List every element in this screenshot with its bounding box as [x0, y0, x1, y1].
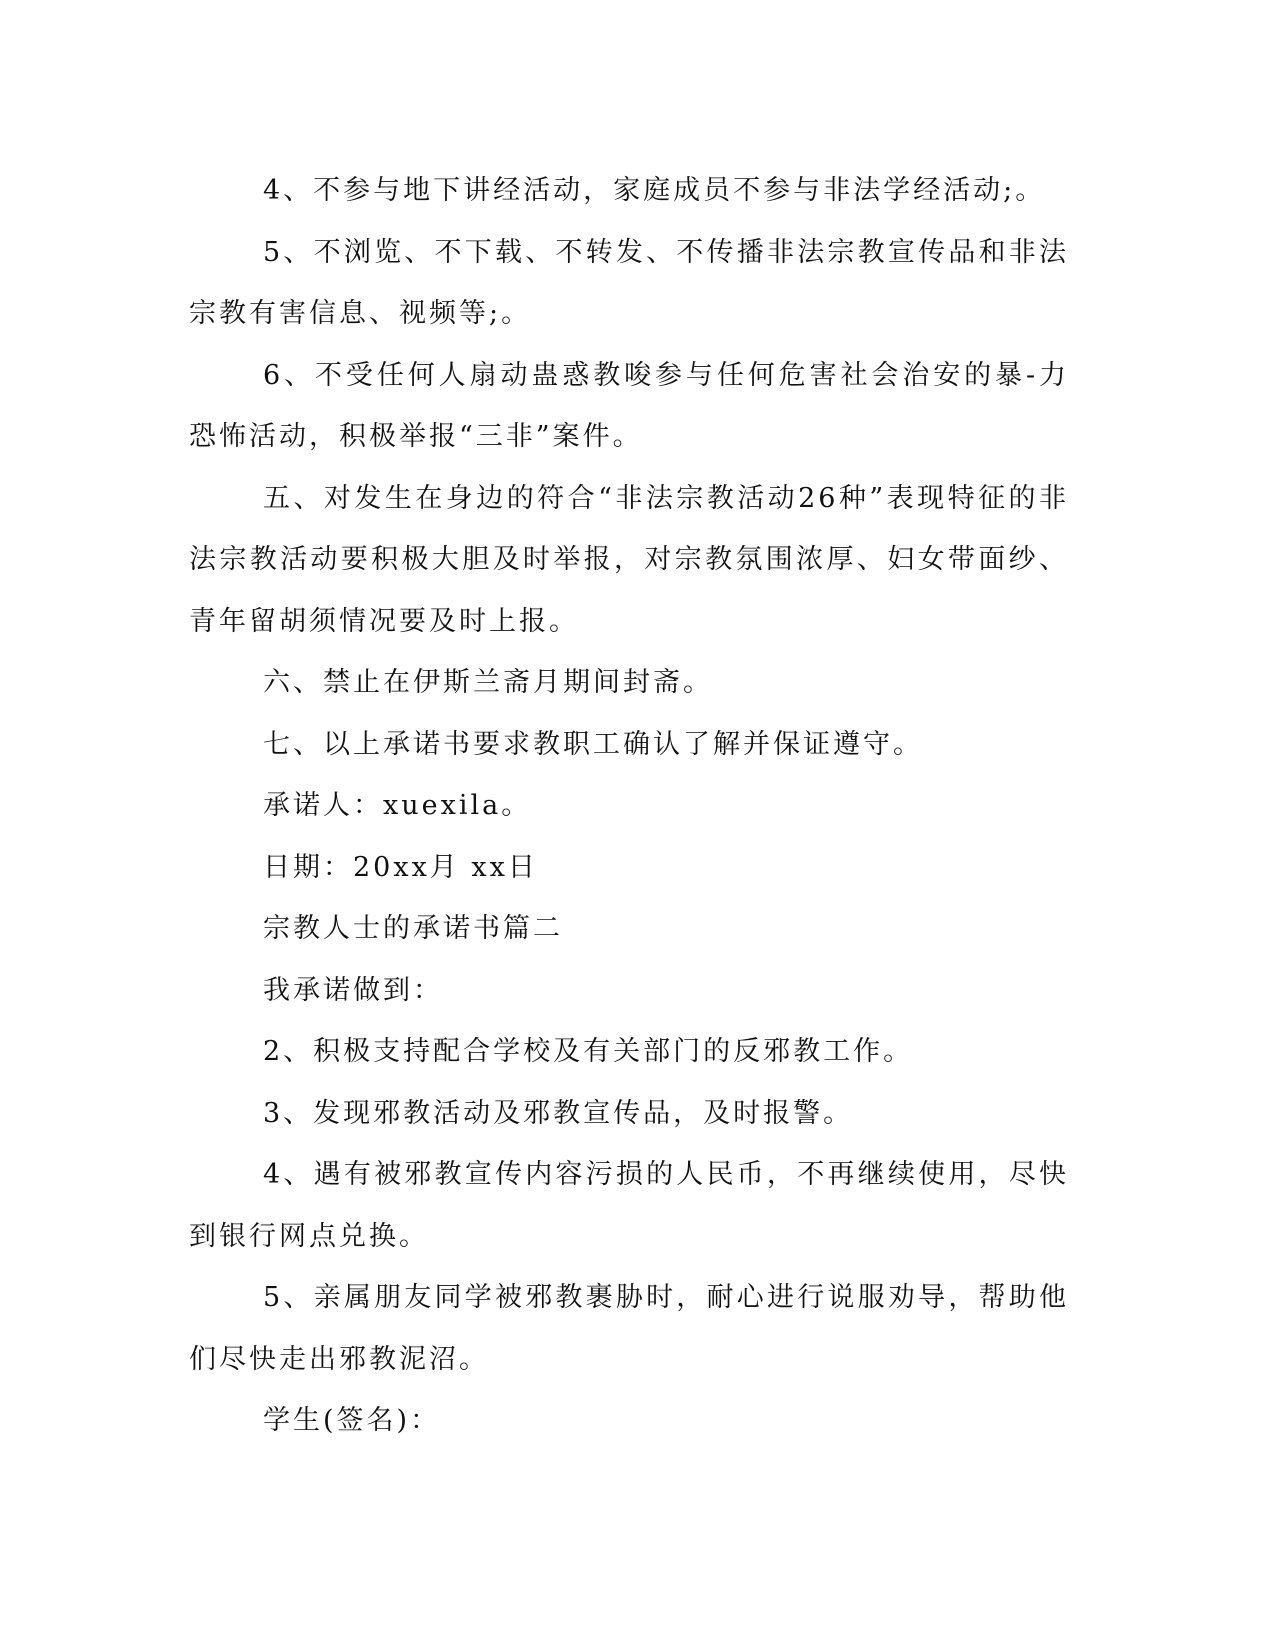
paragraph-item-4: 4、不参与地下讲经活动，家庭成员不参与非法学经活动;。	[263, 175, 1046, 206]
pledge-item-4: 4、遇有被邪教宣传内容污损的人民币，不再继续使用，尽快到银行网点兑换。	[189, 1159, 1069, 1252]
section-heading: 宗教人士的承诺书篇二	[263, 913, 563, 944]
paragraph-item-5: 5、不浏览、不下载、不转发、不传播非法宗教宣传品和非法宗教有害信息、视频等;。	[189, 236, 1069, 329]
promisor-line: 承诺人：xuexila。	[263, 790, 532, 821]
pledge-item-3: 3、发现邪教活动及邪教宣传品，及时报警。	[263, 1097, 854, 1129]
paragraph-section-five: 五、对发生在身边的符合“非法宗教活动26种”表现特征的非法宗教活动要积极大胆及时举报，对宗教氛围浓厚、妇女带面纱、青年留胡须情况要及时上报。	[189, 482, 1069, 637]
paragraph-item-6: 6、不受任何人扇动蛊惑教唆参与任何危害社会治安的暴-力恐怖活动，积极举报“三非”案件。	[189, 359, 1069, 452]
pledge-item-2: 2、积极支持配合学校及有关部门的反邪教工作。	[263, 1036, 914, 1067]
pledge-intro: 我承诺做到：	[263, 974, 443, 1006]
date-line: 日期：20xx月 xx日	[263, 851, 538, 883]
student-signature-line: 学生(签名)：	[263, 1405, 441, 1436]
paragraph-section-six: 六、禁止在伊斯兰斋月期间封斋。	[263, 667, 713, 698]
pledge-item-5: 5、亲属朋友同学被邪教裹胁时，耐心进行说服劝导，帮助他们尽快走出邪教泥沼。	[189, 1282, 1069, 1375]
paragraph-section-seven: 七、以上承诺书要求教职工确认了解并保证遵守。	[263, 728, 923, 760]
document-body	[189, 160, 1069, 1452]
